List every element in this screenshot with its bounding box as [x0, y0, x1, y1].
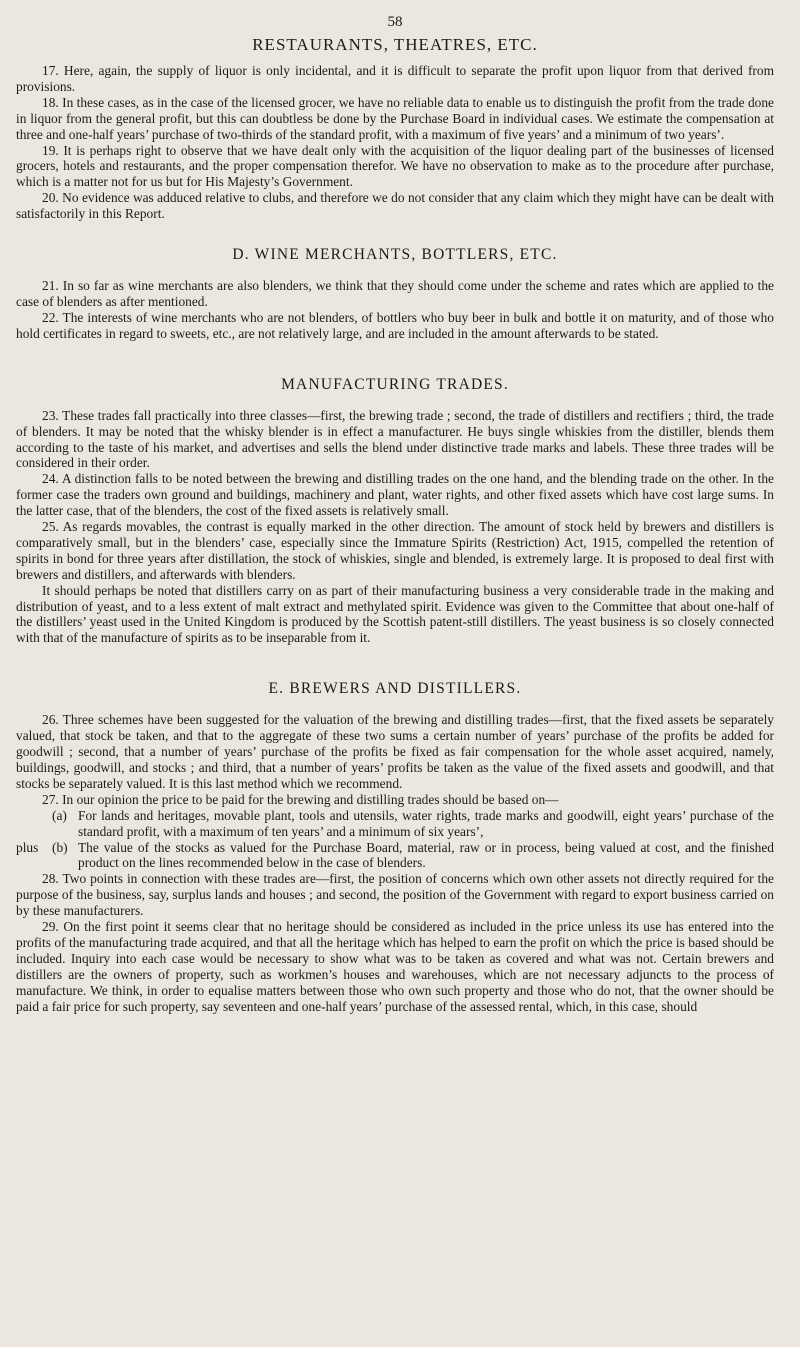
- section-heading-d: D. WINE MERCHANTS, BOTTLERS, ETC.: [232, 246, 558, 264]
- paragraph-22: 22. The interests of wine merchants who are not blenders, of bottlers who buy beer in bulk and bottle it on maturity, and of those who hold certificates in regard to sweets, etc., are not relatively large, and are included in the amount afterwards to be stated.: [16, 309, 774, 341]
- running-head: RESTAURANTS, THEATRES, ETC.: [252, 35, 538, 54]
- paragraph-29: 29. On the first point it seems clear that no heritage should be considered as included in the price unless its use has entered into the profits of the manufacturing trade acquired, and that all the heritage which has helped to earn the profit on which the price is based should be included. Inquiry into each case would be necessary to show what was to be taken as covered and what was not. Certain brewers and distillers are the owners of property, such as workmen’s houses and warehouses, which are not necessary adjuncts to the process of manufacture. We think, in order to equalise matters between those who own such property and those who do not, that the owner should be paid a fair price for such property, say seventeen and one-half years’ purchase of the assessed rental, which, in this case, should: [16, 919, 774, 1014]
- paragraph-21: 21. In so far as wine merchants are also blenders, we think that they should come under the scheme and rates which are applied to the case of blenders as after mentioned.: [16, 278, 774, 309]
- paragraph-26: 26. Three schemes have been suggested for the valuation of the brewing and distilling trades—first, that the fixed assets be separately valued, that stock be taken, and that to the aggregate of these two sums a certain number of years’ purchase of the profits be added for goodwill ; second, that a number of years’ purchase of the profits be fixed as fair compensation for the whole asset acquired, namely, buildings, goodwill, and stocks ; and third, that a number of years’ profits be taken as the value of the fixed assets and goodwill, and that stocks be separately valued. It is this last method which we recommend.: [16, 712, 774, 791]
- list-text-a: For lands and heritages, movable plant, tools and utensils, water rights, trade marks and goodwill, eight years’ purchase of the standard profit, with a maximum of ten years’ and a minimum of six years’,: [78, 807, 774, 839]
- list-item-a: [16, 808, 774, 840]
- section-heading-e: E. BREWERS AND DISTILLERS.: [268, 680, 522, 698]
- list-item-b: [16, 840, 774, 872]
- paragraph-19: 19. It is perhaps right to observe that we have dealt only with the acquisition of the liquor dealing part of the businesses of licensed grocers, hotels and restaurants, and the proper compensation therefor. We have no observation to make as to the procedure after purchase, which is a matter not for us but for His Majesty’s Government.: [16, 142, 774, 190]
- list-label-a: (a): [52, 807, 67, 823]
- list-text-b: The value of the stocks as valued for the Purchase Board, material, raw or in process, being valued at cost, and the finished product on the lines recommended below in the case of blenders.: [78, 839, 774, 871]
- list-prefix-plus: plus: [16, 839, 39, 855]
- page-number: 58: [387, 14, 403, 30]
- paragraph-20: 20. No evidence was adduced relative to clubs, and therefore we do not consider that any claim which they might have can be dealt with satisfactorily in this Report.: [16, 190, 774, 222]
- paragraph-28: 28. Two points in connection with these trades are—first, the position of concerns which own other assets not directly required for the purpose of the business, say, surplus lands and houses ; and second, the position of the Government with regard to export business carried on by these manufacturers.: [16, 871, 774, 919]
- section-heading-manufacturing: MANUFACTURING TRADES.: [281, 375, 509, 393]
- list-prefix-blank: [16, 808, 52, 840]
- paragraph-17: 17. Here, again, the supply of liquor is only incidental, and it is difficult to separate the profit upon liquor from that derived from provisions.: [16, 63, 774, 94]
- paragraph-27: 27. In our opinion the price to be paid for the brewing and distilling trades should be based on—: [42, 791, 559, 807]
- list-label-b: (b): [52, 839, 68, 855]
- paragraph-23: 23. These trades fall practically into three classes—first, the brewing trade ; second, the trade of distillers and rectifiers ; third, the trade of blenders. It may be noted that the whisky blender is in effect a manufacturer. He buys single whiskies from the distiller, blends them according to the taste of his market, and advertises and sells the blend under distinctive trade marks and labels. These three trades will be considered in their order.: [16, 407, 774, 471]
- paragraph-24: 24. A distinction falls to be noted between the brewing and distilling trades on the one hand, and the blending trade on the other. In the former case the traders own ground and buildings, machinery and plant, water rights, and other fixed assets which have cost large sums. In the latter case, that of the blenders, the cost of the fixed assets is relatively small.: [16, 471, 774, 519]
- paragraph-25: 25. As regards movables, the contrast is equally marked in the other direction. The amount of stock held by brewers and distillers is comparatively small, but in the blenders’ case, especially since the Immature Spirits (Restriction) Act, 1915, compelled the retention of spirits in bond for three years after distillation, the stock of whiskies, single and blended, is extremely large. It is proposed to deal first with brewers and distillers, and afterwards with blenders.: [16, 519, 774, 582]
- paragraph-25-continued: It should perhaps be noted that distillers carry on as part of their manufacturing business a very considerable trade in the making and distribution of yeast, and to a less extent of malt extract and methylated spirit. Evidence was given to the Committee that about one-half of the distillers’ yeast used in the United Kingdom is produced by the Scottish patent-still distillers. The yeast business is so closely connected with that of the manufacture of spirits as to be inseparable from it.: [16, 582, 774, 646]
- paragraph-18: 18. In these cases, as in the case of the licensed grocer, we have no reliable data to enable us to distinguish the profit from the trade done in liquor from the general profit, but this can doubtless be done by the Purchase Board in individual cases. We estimate the compensation at three and one-half years’ purchase of two-thirds of the standard profit, with a maximum of five years’ and a minimum of two years’.: [16, 94, 774, 142]
